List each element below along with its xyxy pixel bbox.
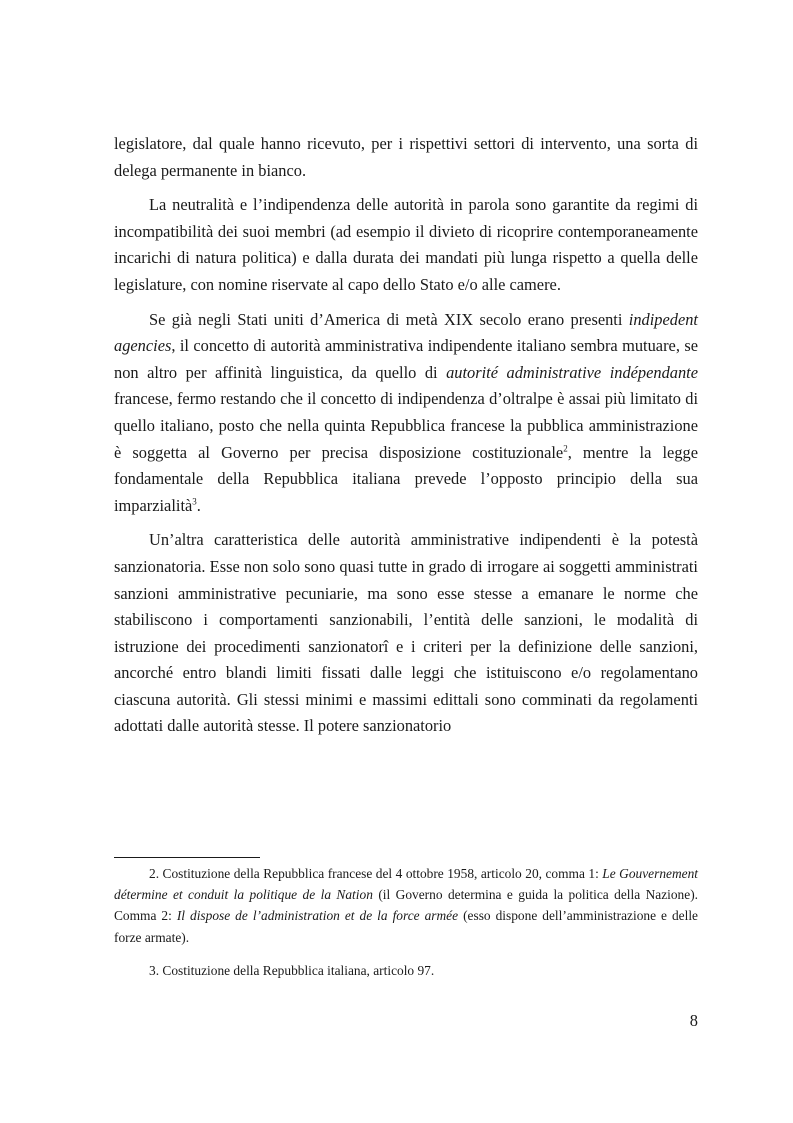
paragraph-4: Un’altra caratteristica delle autorità amministrative indipendenti è la potestà sanzionatoria. Esse non solo sono quasi tutte in grado di irrogare ai soggetti amministrati sanzioni amministrative pecuniarie, ma sono esse stesse a emanare le norme che stabiliscono i comportamenti sanzionabili, l’entità delle sanzioni, le modalità di istruzione dei procedimenti sanzionatorî e i criteri per la definizione delle sanzioni, ancorché entro blandi limiti fissati dalle leggi che istituiscono e/o regolamentano ciascuna autorità. Gli stessi minimi e massimi edittali sono comminati da regolamenti adottati dalle autorità stesse. Il potere sanzionatorio	[114, 530, 698, 736]
italic-term-autorite-administrative: autorité administrative indépendante	[446, 362, 698, 382]
page-number: 8	[689, 1011, 698, 1030]
footnote-ref-2[interactable]: 2	[563, 443, 568, 454]
footnote-2-text-c: (il Governo determina e guida la politica della Nazione). Comma 2:	[114, 887, 698, 924]
footnote-2-italic-quote-2: Il dispose de l’administration et de la force armée	[176, 908, 459, 924]
paragraph-3-text-a: Se già negli Stati uniti d’America di metà XIX secolo erano presenti	[149, 309, 629, 329]
footnote-separator	[114, 857, 260, 858]
paragraph-3-text-f: , mentre la legge fondamentale della Repubblica italiana prevede l’opposto principio della sua imparzialità	[114, 442, 698, 515]
footnote-2-text-a: 2. Costituzione della Repubblica francese del 4 ottobre 1958, articolo 20, comma 1:	[149, 866, 603, 881]
footnote-ref-3[interactable]: 3	[192, 496, 197, 507]
paragraph-3-text-c: , il concetto di autorità amministrativa indipendente italiano sembra mutuare, se non altro per affinità linguistica, da quello di	[114, 336, 698, 382]
italic-term-indipedent-agencies: indipedent agencies	[114, 309, 698, 356]
paragraph-1: legislatore, dal quale hanno ricevuto, per i rispettivi settori di intervento, una sorta di delega permanente in bianco.	[114, 134, 698, 180]
paragraph-3	[114, 307, 698, 520]
paragraph-3-text-g: .	[196, 495, 201, 515]
footnote-2	[114, 863, 698, 948]
footnote-2-italic-quote-1: Le Gouvernement détermine et conduit la politique de la Nation	[114, 866, 698, 903]
body-text	[114, 131, 698, 740]
footnote-3: 3. Costituzione della Repubblica italiana, articolo 97.	[149, 962, 435, 978]
paragraph-3-text-e: francese, fermo restando che il concetto di indipendenza d’oltralpe è assai più limitato di quello italiano, posto che nella quinta Repubblica francese la pubblica amministrazione è soggetta al Governo per precisa disposizione costituzionale	[114, 389, 698, 462]
paragraph-2: La neutralità e l’indipendenza delle autorità in parola sono garantite da regimi di incompatibilità dei suoi membri (ad esempio il divieto di ricoprire contemporaneamente incarichi di natura politica) e dalla durata dei mandati più lunga rispetto a quella delle legislature, con nomine riservate al capo dello Stato e/o alle camere.	[114, 195, 698, 294]
footnotes	[114, 863, 698, 981]
footnote-2-text-e: (esso dispone dell’amministrazione e delle forze armate).	[114, 908, 699, 945]
